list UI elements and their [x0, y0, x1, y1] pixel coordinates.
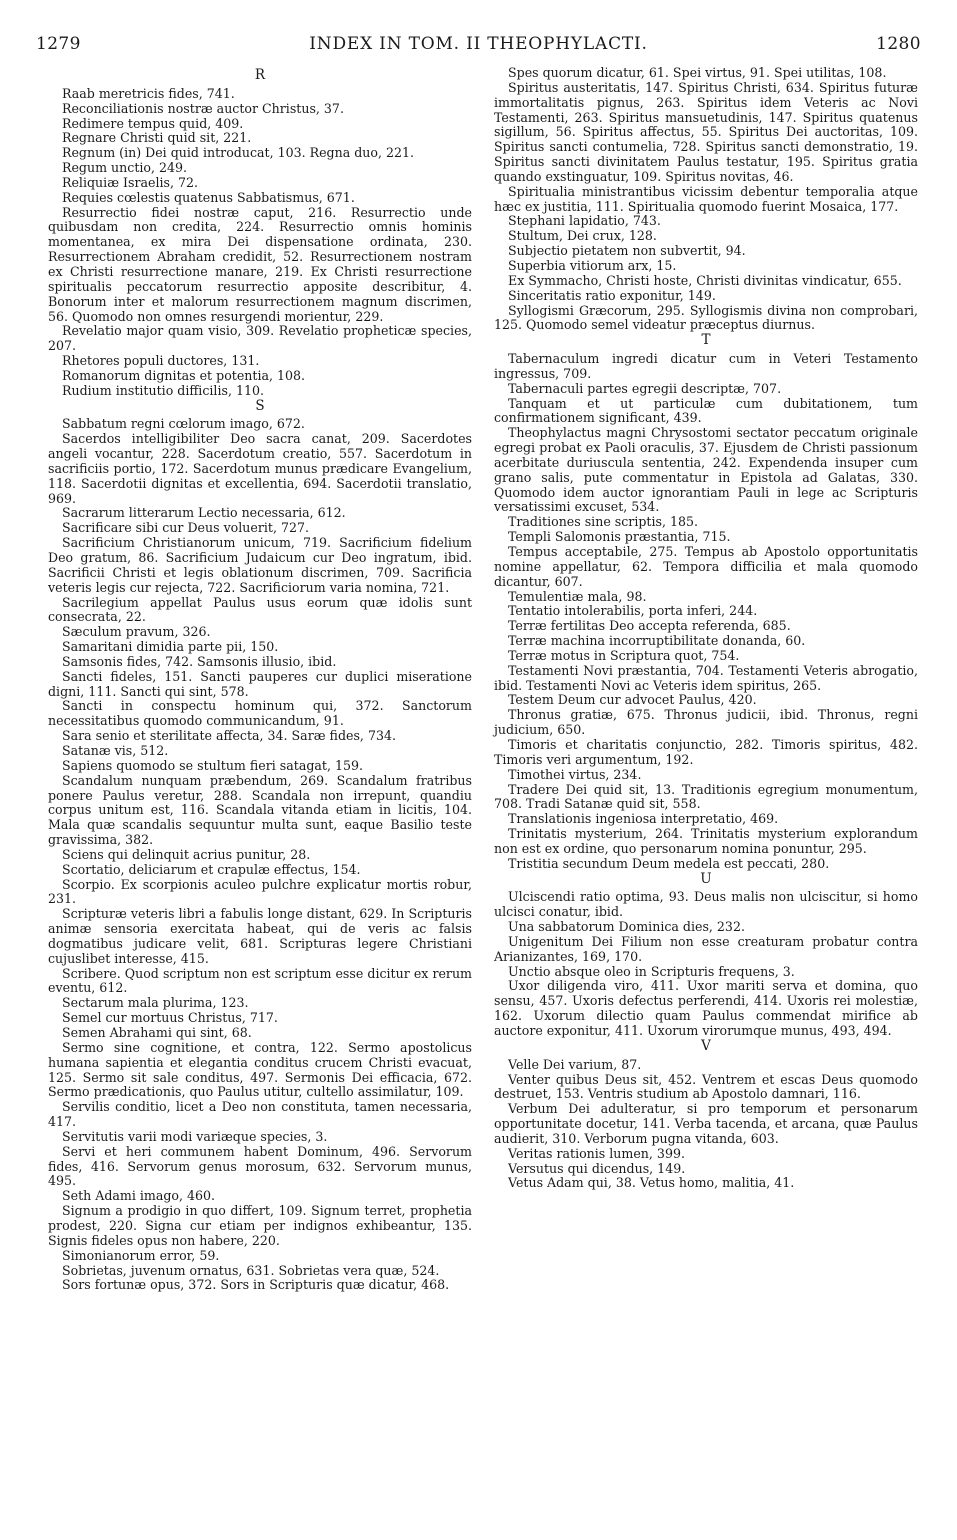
index-entry: Sacrilegium appellat Paulus usus eorum quæ idolis sunt consecrata, 22.: [48, 594, 472, 625]
index-entry: Uxor diligenda viro, 411. Uxor mariti serva et domina, quo sensu, 457. Uxoris defectus perferendi, 414. Uxoris rei molestiæ, 162. Uxorum dilectio quam Paulus commendat mirifice ab auctore exponitur, 411. Uxorum virorumque munus, 493, 494.: [494, 978, 918, 1038]
index-entry: Timothei virtus, 234.: [508, 766, 642, 782]
index-entry: Vetus Adam qui, 38. Vetus homo, malitia, 41.: [508, 1175, 795, 1191]
index-entry: Sæculum pravum, 326.: [62, 624, 211, 640]
index-entry: Tempus acceptabile, 275. Tempus ab Apostolo opportunitatis nomine appellatur, 62. Tempora difficilia et mala quomodo dicantur, 607.: [494, 544, 918, 589]
index-entry: Syllogismi Græcorum, 295. Syllogismis divina non comprobari, 125. Quomodo semel videatur præceptus diurnus.: [494, 302, 918, 333]
index-entry: Tristitia secundum Deum medela est peccati, 280.: [508, 855, 830, 871]
index-entry: Signum a prodigio in quo differt, 109. Signum terret, prophetia prodest, 220. Signa cur etiam per indignos exhibeantur, 135. Signis fideles opus non habere, 220.: [48, 1203, 472, 1248]
index-entry: Superbia vitiorum arx, 15.: [508, 257, 677, 273]
index-entry: Unigenitum Dei Filium non esse creaturam probatur contra Arianizantes, 169, 170.: [494, 933, 918, 964]
right-column: [494, 66, 918, 1191]
index-entry: Semel cur mortuus Christus, 717.: [62, 1010, 278, 1026]
index-entry: Traditiones sine scriptis, 185.: [508, 514, 699, 530]
index-entry: Servilis conditio, licet a Deo non constituta, tamen necessaria, 417.: [48, 1099, 472, 1130]
index-entry: Stultum, Dei crux, 128.: [508, 228, 657, 244]
index-entry: Samaritani dimidia parte pii, 150.: [62, 639, 279, 655]
index-entry: Sancti in conspectu hominum qui, 372. Sanctorum necessitatibus quomodo communicandum, 91.: [48, 698, 472, 729]
index-entry: Ulciscendi ratio optima, 93. Deus malis non ulciscitur, si homo ulcisci conatur, ibid.: [494, 889, 918, 920]
left-page-number: 1279: [36, 34, 81, 54]
index-entry: Reconciliationis nostræ auctor Christus, 37.: [62, 100, 344, 116]
index-entry: Romanorum dignitas et potentia, 108.: [62, 367, 306, 383]
index-entry: Timoris et charitatis conjunctio, 282. Timoris spiritus, 482. Timoris veri argumentum, 192.: [494, 736, 918, 767]
right-page-number: 1280: [876, 34, 921, 54]
index-entry: Rhetores populi ductores, 131.: [62, 353, 260, 369]
index-entry: Revelatio major quam visio, 309. Revelatio propheticæ species, 207.: [48, 323, 472, 354]
index-entry: Regum unctio, 249.: [62, 160, 188, 176]
index-entry: Reliquiæ Israelis, 72.: [62, 174, 199, 190]
index-entry: Spiritualia ministrantibus vicissim debentur temporalia atque hæc ex justitia, 111. Spiritualia quomodo fuerint Mosaica, 177.: [494, 183, 918, 214]
index-entry: Semen Abrahami qui sint, 68.: [62, 1025, 252, 1040]
index-entry: Sciens qui delinquit acrius punitur, 28.: [62, 846, 311, 862]
index-entry: Scorpio. Ex scorpionis aculeo pulchre explicatur mortis robur, 231.: [48, 876, 472, 907]
index-entry: Templi Salomonis præstantia, 715.: [508, 529, 731, 545]
index-entry: Sinceritatis ratio exponitur, 149.: [508, 287, 716, 303]
left-column: [48, 66, 472, 1293]
index-entry: Sacrarum litterarum Lectio necessaria, 612.: [62, 505, 346, 521]
index-entry: Translationis ingeniosa interpretatio, 469.: [508, 811, 779, 827]
index-entry: Spiritus austeritatis, 147. Spiritus Christi, 634. Spiritus futuræ immortalitatis pignus, 263. Spiritus idem Veteris ac Novi Testamenti, 263. Spiritus mansuetudinis, 147. Spiritus quatenus sigillum, 56. Spiritus affectus, 55. Spiritus Dei auctoritas, 109. Spiritus sancti contumelia, 728. Spiritus sancti demonstratio, 19. Spiritus sancti divinitatem Paulus testatur, 195. Spiritus gratia quando exstinguatur, 109. Spiritus novitas, 46.: [494, 79, 918, 184]
index-entry: Sacrificium Christianorum unicum, 719. Sacrificium fidelium Deo gratum, 86. Sacrificium Judaicum cur Deo ingratum, ibid. Sacrificii Christi et legis oblationum discrimen, 709. Sacrificia veteris legis cur rejecta, 722. Sacrificiorum varia nomina, 721.: [48, 535, 472, 595]
section-letter-v: V: [701, 1037, 711, 1054]
section-t-entries: [494, 352, 918, 872]
index-entry: Scandalum nunquam præbendum, 269. Scandalum fratribus ponere Paulus veretur, 288. Scandala non irrepunt, quandiu corpus unitum est, 116. Scandala vitanda etiam in licitis, 104. Mala quæ scandalis sequuntur multa sunt, eaque Basilio teste gravissima, 382.: [48, 772, 472, 848]
index-entry: Unctio absque oleo in Scripturis frequens, 3.: [508, 963, 795, 979]
index-entry: Tabernaculi partes egregii descriptæ, 707.: [508, 380, 782, 396]
index-entry: Seth Adami imago, 460.: [62, 1188, 216, 1204]
index-entry: Venter quibus Deus sit, 452. Ventrem et escas Deus quomodo destruet, 153. Ventris studium ab Apostolo damnari, 116.: [494, 1071, 918, 1102]
index-entry: Sors fortunæ opus, 372. Sors in Scripturis quæ dicatur, 468.: [62, 1277, 450, 1293]
index-entry: Versutus qui dicendus, 149.: [508, 1160, 686, 1176]
index-entry: Temulentiæ mala, 98.: [508, 588, 647, 604]
index-entry: Samsonis fides, 742. Samsonis illusio, ibid.: [62, 653, 337, 669]
section-s-continued-entries: [494, 66, 918, 333]
index-entry: Regnare Christi quid sit, 221.: [62, 130, 252, 146]
index-entry: Sara senio et sterilitate affecta, 34. Saræ fides, 734.: [62, 728, 396, 744]
index-entry: Sectarum mala plurima, 123.: [62, 995, 249, 1011]
index-entry: Tentatio intolerabilis, porta inferi, 244.: [508, 603, 758, 619]
index-entry: Spes quorum dicatur, 61. Spei virtus, 91. Spei utilitas, 108.: [508, 65, 887, 80]
index-entry: Thronus gratiæ, 675. Thronus judicii, ibid. Thronus, regni judicium, 650.: [494, 707, 918, 738]
index-entry: Tanquam et ut particulæ cum dubitationem, tum confirmationem significant, 439.: [494, 395, 918, 426]
page-title: INDEX IN TOM. II THEOPHYLACTI.: [309, 34, 648, 54]
index-entry: Stephani lapidatio, 743.: [508, 213, 661, 229]
index-entry: Sobrietas, juvenum ornatus, 631. Sobrietas vera quæ, 524.: [62, 1262, 440, 1278]
index-entry: Sacerdos intelligibiliter Deo sacra canat, 209. Sacerdotes angeli vocantur, 228. Sacerdotum creatio, 557. Sacerdotum in sacrificiis portio, 172. Sacerdotum munus prædicare Evangelium, 118. Sacerdotii dignitas et excellentia, 694. Sacerdotii translatio, 969.: [48, 431, 472, 506]
index-entry: Sancti fideles, 151. Sancti pauperes cur duplici miseratione digni, 111. Sancti qui sint, 578.: [48, 668, 472, 699]
section-letter-t: T: [701, 332, 711, 349]
index-entry: Una sabbatorum Dominica dies, 232.: [508, 919, 745, 935]
index-entry: Subjectio pietatem non subvertit, 94.: [508, 243, 746, 259]
section-letter-u: U: [700, 870, 712, 887]
index-entry: Scripturæ veteris libri a fabulis longe distant, 629. In Scripturis animæ sensoria exercitata habeat, qui de veris ac falsis dogmatibus judicare velit, 681. Scripturas legere Christiani cujuslibet interesse, 415.: [48, 906, 472, 966]
section-letter-r: R: [254, 67, 266, 83]
index-entry: Tabernaculum ingredi dicatur cum in Veteri Testamento ingressus, 709.: [494, 351, 918, 381]
index-entry: Rudium institutio difficilis, 110.: [62, 382, 264, 398]
index-entry: Tradere Dei quid sit, 13. Traditionis egregium monumentum, 708. Tradi Satanæ quid sit, 558.: [494, 781, 918, 812]
section-v-entries: [494, 1058, 918, 1192]
index-entry: Terræ machina incorruptibilitate donanda, 60.: [508, 633, 806, 649]
index-entry: Sermo sine cognitione, et contra, 122. Sermo apostolicus humana sapientia et elegantia conditus crucem Christi evacuat, 125. Sermo sit sale conditus, 497. Sermonis Dei efficacia, 672. Sermo prædicationis, quo Paulus utitur, cultello assimilatur, 109.: [48, 1039, 472, 1100]
index-entry: Simonianorum error, 59.: [62, 1247, 220, 1263]
index-entry: Testamenti Novi præstantia, 704. Testamenti Veteris abrogatio, ibid. Testamenti Novi ac Veteris idem spiritus, 265.: [494, 662, 918, 693]
index-entry: Verbum Dei adulteratur, si pro temporum et personarum opportunitate docetur, 141. Verba tacenda, et arcana, quæ Paulus audierit, 310. Verborum pugna vitanda, 603.: [494, 1101, 918, 1146]
section-u-entries: [494, 890, 918, 1038]
index-entry: Regnum (in) Dei quid introducat, 103. Regna duo, 221.: [62, 145, 415, 161]
index-entry: Servitutis varii modi variæque species, 3.: [62, 1128, 328, 1144]
section-r-entries: [48, 87, 472, 399]
index-entry: Sapiens quomodo se stultum fieri satagat, 159.: [62, 757, 364, 773]
index-entry: Requies cœlestis quatenus Sabbatismus, 671.: [62, 189, 355, 205]
index-entry: Resurrectio fidei nostræ caput, 216. Resurrectio unde quibusdam non credita, 224. Resurrectio omnis hominis momentanea, ex mira Dei dispensatione ordinata, 230. Resurrectionem Abraham credidit, 52. Resurrectionem nostram ex Christi resurrectione manare, 219. Ex Christi resurrectione spiritualis peccatorum resurrectio apposite describitur, 4. Bonorum inter et malorum resurrectionem magnum discrimen, 56. Quomodo non omnes resurgendi morientur, 229.: [48, 204, 472, 324]
index-entry: Veritas rationis lumen, 399.: [508, 1145, 685, 1161]
section-s-entries: [48, 417, 472, 1293]
index-entry: Theophylactus magni Chrysostomi sectator peccatum originale egregi probat ex Paoli oraculis, 37. Ejusdem de Christi passionum acerbitate duriuscula sententia, 242. Expendenda insuper cum grano salis, pute commentatur in Epistola ad Galatas, 330. Quomodo idem auctor ignorantiam Pauli in lege ac Scripturis versatissimi excuset, 534.: [494, 425, 918, 515]
index-entry: Sabbatum regni cœlorum imago, 672.: [62, 416, 305, 432]
index-entry: Scortatio, deliciarum et crapulæ effectus, 154.: [62, 861, 361, 877]
index-entry: Terræ motus in Scriptura quot, 754.: [508, 647, 740, 663]
index-entry: Sacrificare sibi cur Deus voluerit, 727.: [62, 520, 310, 536]
index-entry: Raab meretricis fides, 741.: [62, 85, 235, 101]
index-entry: Velle Dei varium, 87.: [508, 1056, 642, 1072]
index-entry: Scribere. Quod scriptum non est scriptum esse dicitur ex rerum eventu, 612.: [48, 965, 472, 996]
index-entry: Satanæ vis, 512.: [62, 742, 169, 758]
index-entry: Testem Deum cur advocet Paulus, 420.: [508, 692, 757, 708]
index-entry: Servi et heri communem habent Dominum, 496. Servorum fides, 416. Servorum genus morosum, 632. Servorum munus, 495.: [48, 1143, 472, 1189]
index-entry: Terræ fertilitas Deo accepta referenda, 685.: [508, 618, 791, 634]
running-header: [36, 34, 921, 58]
section-letter-s: S: [255, 397, 265, 414]
index-entry: Redimere tempus quid, 409.: [62, 115, 244, 131]
index-entry: Trinitatis mysterium, 264. Trinitatis mysterium explorandum non est ex ordine, quo personarum nomina ponuntur, 295.: [494, 826, 918, 856]
index-entry: Ex Symmacho, Christi hoste, Christi divinitas vindicatur, 655.: [508, 272, 902, 288]
